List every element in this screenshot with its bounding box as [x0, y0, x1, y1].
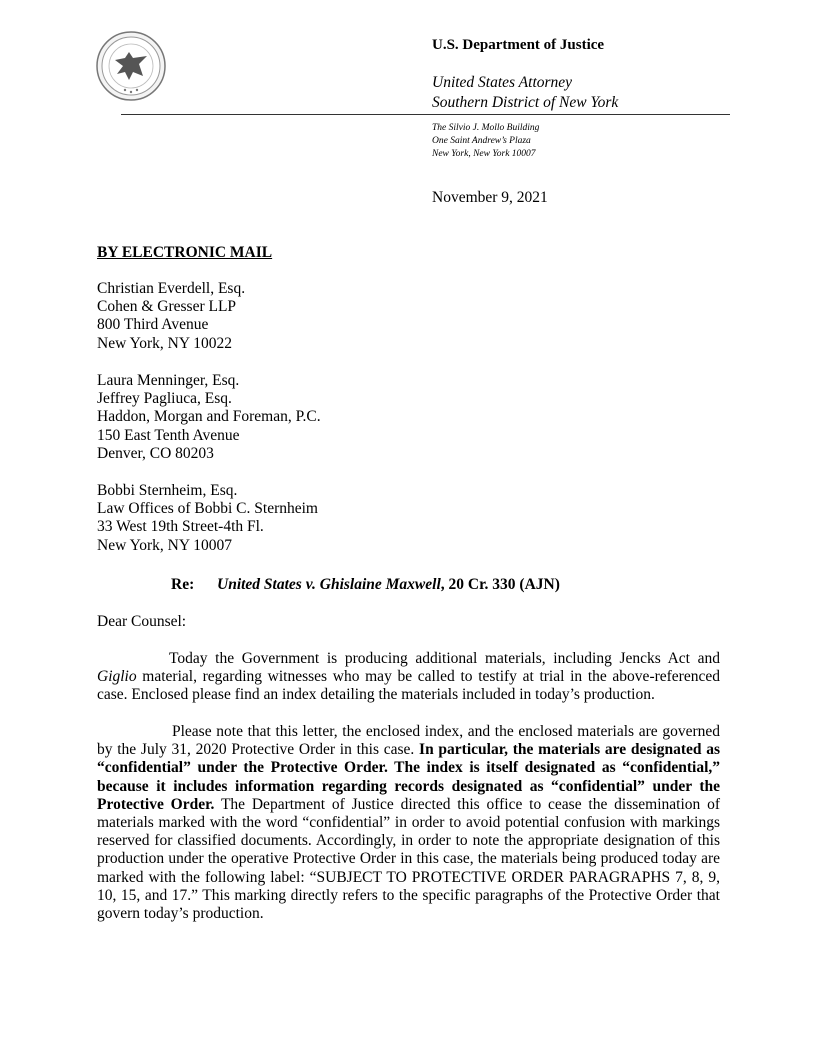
department-name: U.S. Department of Justice [432, 37, 605, 53]
recipient-line: 150 East Tenth Avenue [97, 426, 240, 444]
letter-date: November 9, 2021 [432, 189, 548, 206]
recipient-line: Law Offices of Bobbi C. Sternheim [97, 500, 318, 518]
paragraph-2-bold: In particular, the materials are designated as “confidential” under the Protective Order. The index is itself designated as “confidential,” because it includes information regarding records designated as “confidential” under the Protective Order. [97, 741, 720, 813]
address-line-1: The Silvio J. Mollo Building [432, 123, 540, 133]
recipient-line: Laura Menninger, Esq. [97, 372, 240, 389]
recipient-line: Christian Everdell, Esq. [97, 280, 246, 297]
office-line-2: Southern District of New York [432, 94, 619, 111]
recipient-line: Jeffrey Pagliuca, Esq. [97, 390, 232, 408]
recipient-line: Bobbi Sternheim, Esq. [97, 482, 238, 499]
case-name: United States v. Ghislaine Maxwell [217, 576, 441, 593]
paragraph-1 [97, 650, 720, 705]
salutation: Dear Counsel: [97, 613, 187, 630]
case-number: , 20 Cr. 330 (AJN) [440, 576, 560, 593]
recipient-line: 33 West 19th Street-4th Fl. [97, 518, 264, 536]
delivery-method: BY ELECTRONIC MAIL [97, 244, 273, 261]
recipient-line: New York, NY 10022 [97, 334, 233, 352]
address-line-3: New York, New York 10007 [432, 149, 536, 159]
re-label: Re: [171, 576, 195, 593]
recipient-block [97, 280, 720, 353]
paragraph-2-text-cont: The Department of Justice directed this office to cease the dissemination of materials marked with the word “confidential” in order to avoid potential confusion with markings reserved for classified documents. Accordingly, in order to note the appropriate designation of this production under the operative Protective Order in this case, the materials being produced today are marked with the following label: “SUBJECT TO PROTECTIVE ORDER PARAGRAPHS 7, 8, 9, 10, 15, and 17.” This marking directly refers to the specific paragraphs of the Protective Order that govern today’s production. [97, 795, 720, 923]
recipient-block [97, 482, 720, 555]
re-line [171, 576, 560, 594]
recipient-line: 800 Third Avenue [97, 316, 209, 334]
paragraph-2 [97, 723, 720, 923]
letterhead-divider [121, 114, 730, 115]
office-line-1: United States Attorney [432, 74, 573, 91]
recipient-line: Cohen & Gresser LLP [97, 298, 237, 316]
recipient-line: Haddon, Morgan and Foreman, P.C. [97, 408, 321, 426]
paragraph-1-italic: Giglio [97, 668, 137, 686]
paragraph-1-text: Today the Government is producing additional materials, including Jencks Act and [169, 650, 720, 667]
office-name [432, 73, 618, 113]
paragraph-2-text: Please note that this letter, the enclosed index, and the enclosed materials are governed by the July 31, 2020 Protective Order in this case. [97, 723, 720, 759]
address-line-2: One Saint Andrew’s Plaza [432, 136, 531, 146]
office-address [432, 122, 539, 161]
doj-seal-icon [95, 30, 167, 102]
recipient-line: Denver, CO 80203 [97, 444, 214, 462]
recipient-block [97, 372, 720, 463]
paragraph-1-text-cont: material, regarding witnesses who may be called to testify at trial in the above-referenced case. Enclosed please find an index detailing the materials included in today’s production. [97, 668, 720, 704]
recipient-line: New York, NY 10007 [97, 536, 233, 554]
